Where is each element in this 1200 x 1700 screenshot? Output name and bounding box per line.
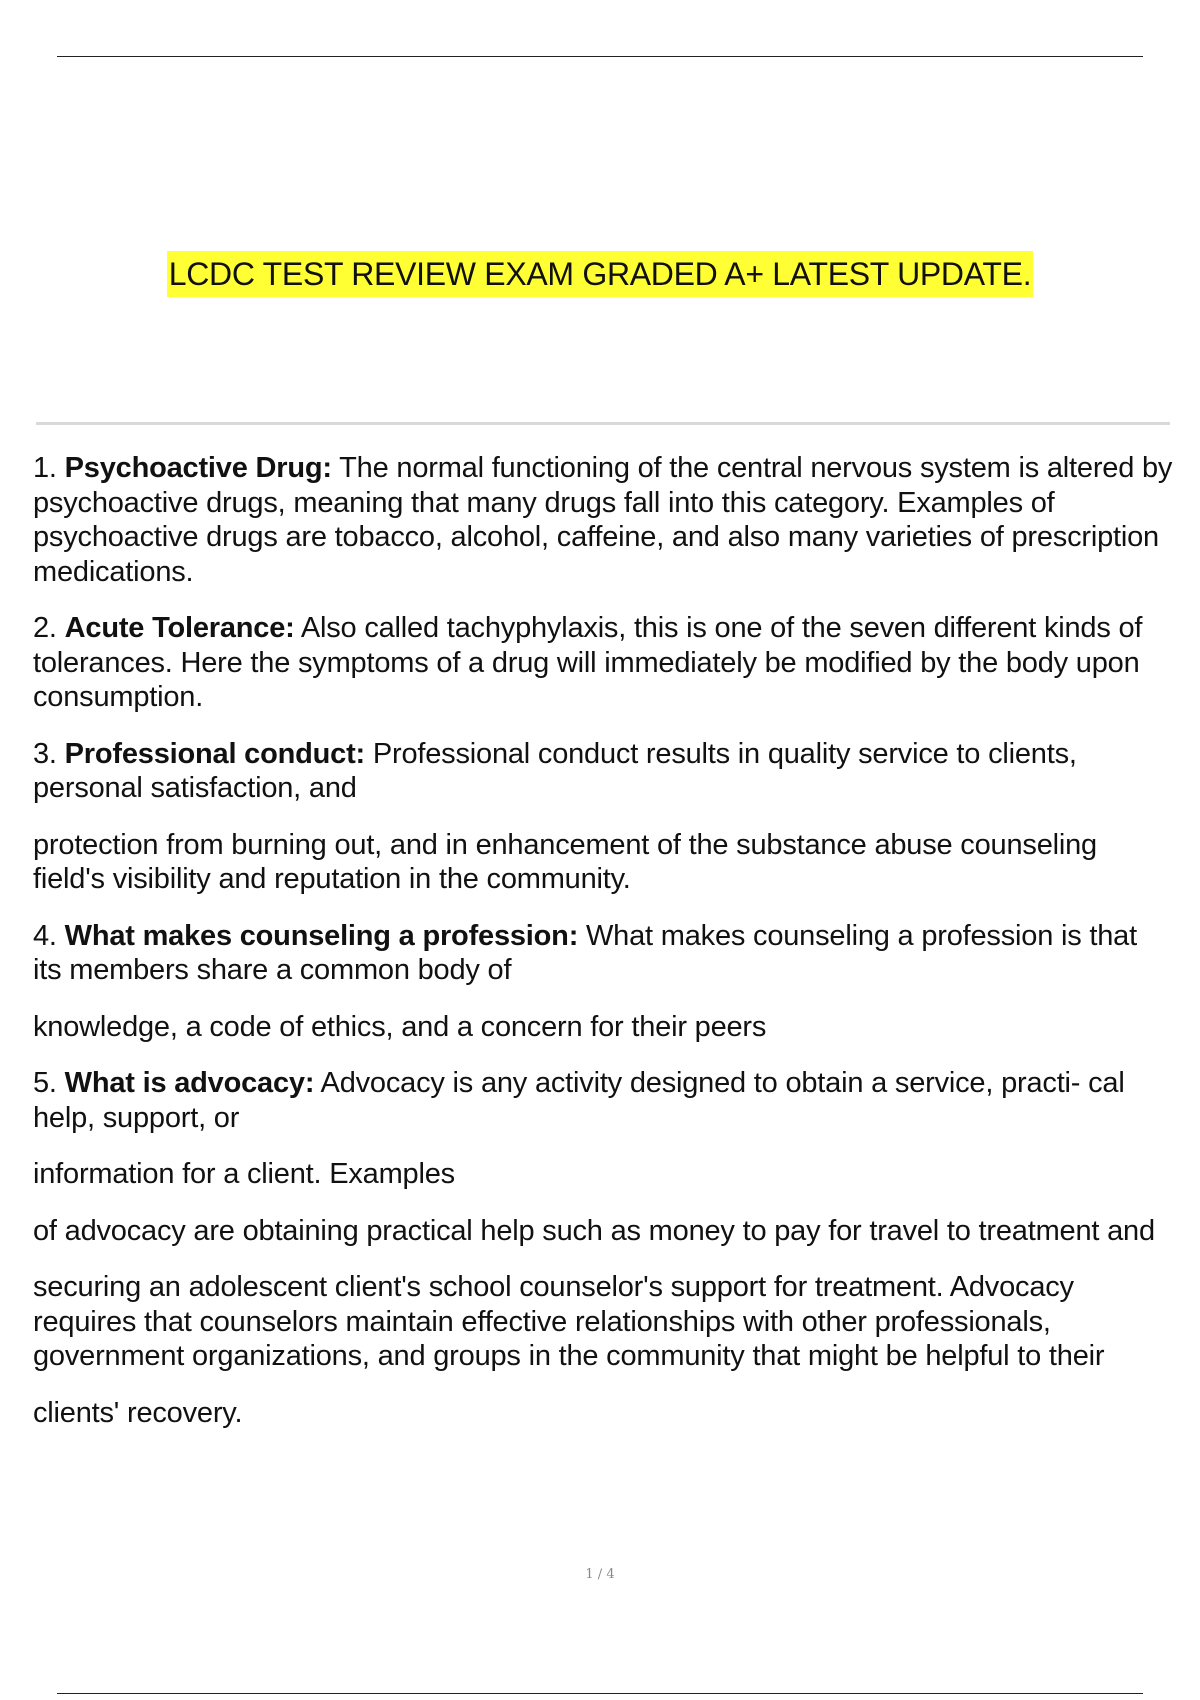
item-number: 5. [33, 1067, 65, 1099]
paragraph-1 [33, 451, 1173, 589]
top-rule [57, 56, 1143, 57]
paragraph-5-continued-3 [33, 1270, 1173, 1374]
paragraph-3 [33, 737, 1173, 806]
paragraph-4 [33, 919, 1173, 988]
item-number: 3. [33, 737, 65, 770]
definition: securing an adolescent client's school counselor's support for treatment. Advocacy requires that counselors maintain effective relationships with other professionals, government organizations, and groups in the community that might be helpful to their [33, 1271, 1105, 1372]
paragraph-5-continued-4 [33, 1396, 1173, 1431]
term: Professional conduct: [64, 737, 365, 770]
definition: clients' recovery. [33, 1396, 243, 1429]
definition: information for a client. Examples [33, 1158, 455, 1190]
term: Acute Tolerance: [64, 612, 295, 644]
definition: knowledge, a code of ethics, and a concern for their peers [33, 1010, 767, 1043]
definition: The normal functioning of the central nervous system is altered by psychoactive drugs, meaning that many drugs fall into this category. Examples of psychoactive drugs are tobacco, alcohol, caffeine, and also many varieties of prescription medications. [33, 452, 1173, 588]
title-container [0, 251, 1200, 297]
definition: What makes counseling a profession is that its members share a common body of [33, 919, 1137, 986]
paragraph-4-continued [33, 1010, 1173, 1045]
item-number: 2. [33, 612, 65, 644]
definition: protection from burning out, and in enhancement of the substance abuse counseling field's visibility and reputation in the community. [33, 828, 1097, 895]
document-body [33, 451, 1173, 1452]
definition: Professional conduct results in quality service to clients, personal satisfaction, and [33, 737, 1077, 804]
header-separator [36, 422, 1170, 425]
paragraph-3-continued [33, 828, 1173, 897]
definition: Also called tachyphylaxis, this is one of the seven different kinds of tolerances. Here the symptoms of a drug will immediately be modified by the body upon consumption. [33, 612, 1143, 713]
term: What is advocacy: [64, 1067, 315, 1099]
item-number: 4. [33, 919, 65, 952]
term: Psychoactive Drug: [64, 452, 332, 484]
paragraph-5-continued-1 [33, 1157, 1173, 1192]
document-title: LCDC TEST REVIEW EXAM GRADED A+ LATEST UPDATE. [167, 251, 1034, 297]
item-number: 1. [33, 452, 65, 484]
term: What makes counseling a profession: [64, 919, 579, 952]
paragraph-5 [33, 1066, 1173, 1135]
definition: Advocacy is any activity designed to obtain a service, practi- cal help, support, or [33, 1067, 1125, 1134]
paragraph-5-continued-2 [33, 1214, 1173, 1249]
paragraph-2 [33, 611, 1173, 715]
bottom-rule [57, 1693, 1143, 1694]
definition: of advocacy are obtaining practical help such as money to pay for travel to treatment and [33, 1214, 1155, 1247]
page-number: 1 / 4 [585, 1567, 615, 1582]
